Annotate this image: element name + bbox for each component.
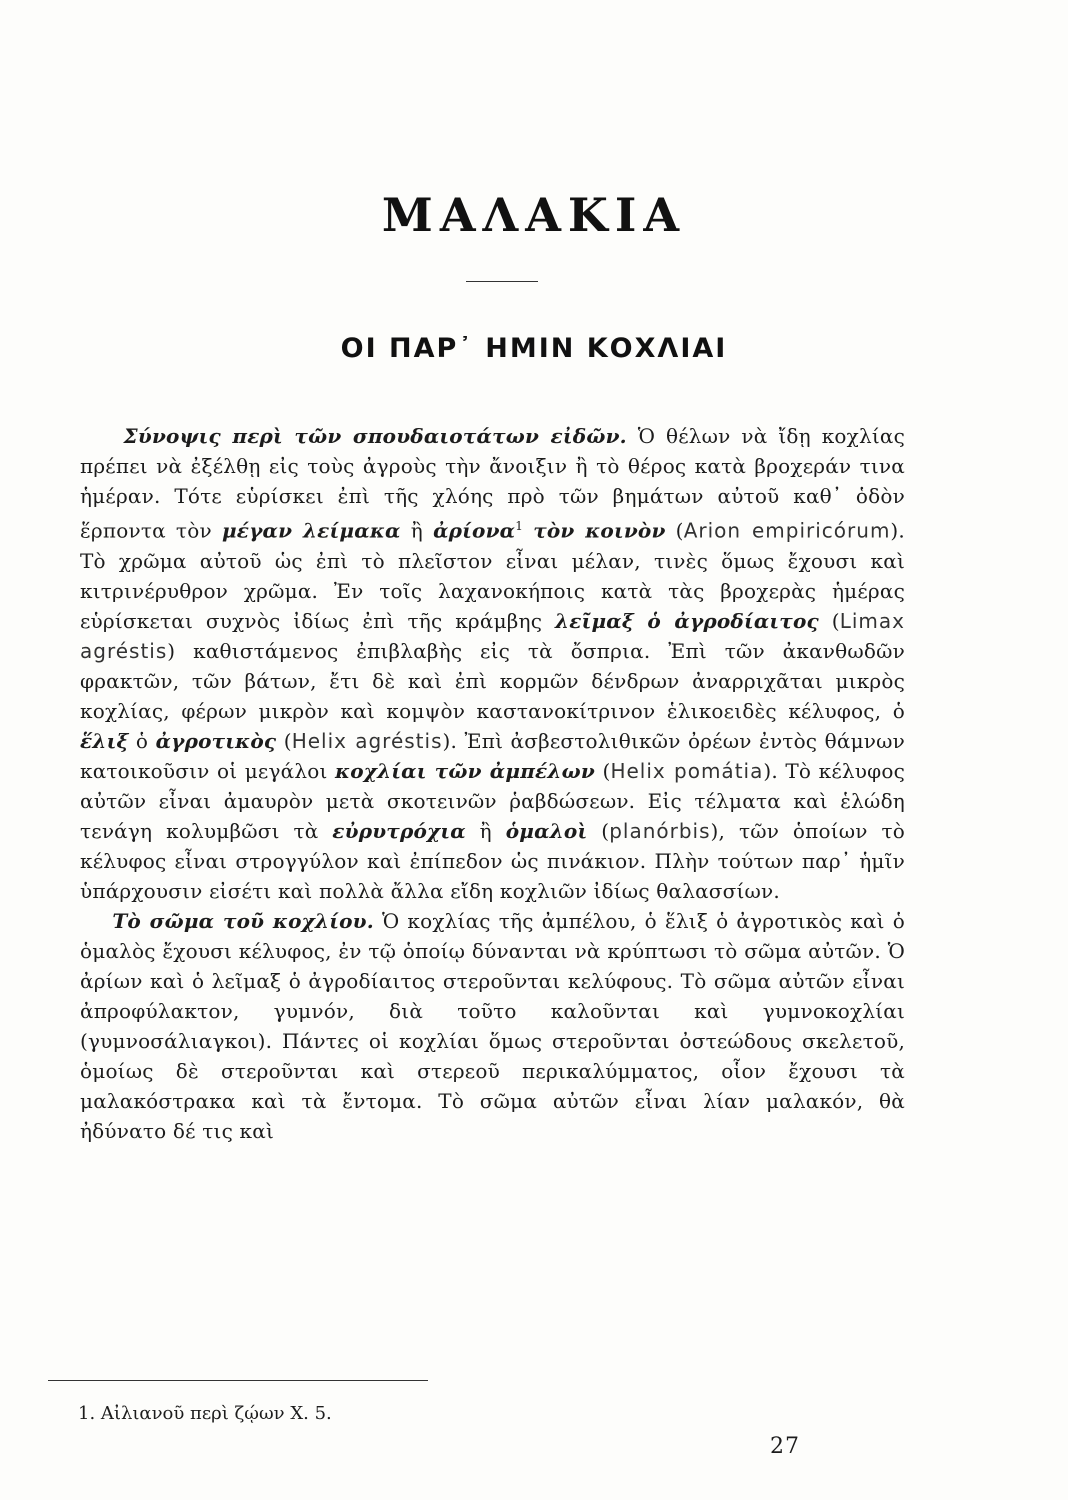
- text-run: ἢ: [400, 518, 434, 543]
- species-term: ἕλιξ: [80, 728, 129, 753]
- footnote-divider: [48, 1380, 428, 1381]
- latin-name: Helix pomátia: [610, 758, 764, 783]
- text-run: ). Ἐπὶ ἀσβεστολιθικῶν ὀρέων ἐντὸς θάμνων κατοικοῦσιν οἱ μεγάλοι: [80, 728, 905, 783]
- chapter-title: ΜΑΛΑΚΙΑ: [381, 188, 687, 242]
- paragraph-1: [80, 421, 905, 906]
- text-run: Ὁ κοχλίας τῆς ἀμπέλου, ὁ ἕλιξ ὁ ἀγροτικὸς καὶ ὁ ὁμαλὸς ἔχουσι κέλυφος, ἐν τῷ ὁποίῳ δύνανται νὰ κρύπτωσι τὸ σῶμα αὐτῶν. Ὁ ἀρίων καὶ ὁ λεῖμαξ ὁ ἀγροδίαιτος στεροῦνται κελύφους. Τὸ σῶμα αὐτῶν εἶναι ἀπροφύλακτον, γυμνόν, διὰ τοῦτο καλοῦνται καὶ γυμνοκοχλίαι (γυμνοσάλιαγκοι). Πάντες οἱ κοχλίαι ὅμως στεροῦνται ὀστεώδους σκελετοῦ, ὁμοίως δὲ στεροῦνται καὶ στερεοῦ περικαλύμματος, οἷον ἔχουσι τὰ μαλακόστρακα καὶ τὰ ἔντομα. Τὸ σῶμα αὐτῶν εἶναι λίαν μαλακόν, θὰ ἠδύνατο δέ τις καὶ: [80, 908, 905, 1143]
- section-subtitle: ΟΙ ΠΑΡ᾽ ΗΜΙΝ ΚΟΧΛΙΑΙ: [340, 333, 728, 364]
- latin-name: Arion empiricórum: [683, 518, 891, 543]
- title-divider: [466, 281, 538, 282]
- footnote-text: Αἰλιανοῦ περὶ ζῴων Χ. 5.: [95, 1403, 332, 1424]
- species-term: εὐρυτρόχια: [332, 818, 466, 843]
- text-run: ). Τὸ χρῶμα αὐτοῦ ὡς ἐπὶ τὸ πλεῖστον εἶναι μέλαν, τινὲς ὅμως ἔχουσι καὶ κιτρινέρυθρον χρῶμα. Ἐν τοῖς λαχανοκήποις κατὰ τὰς βροχερὰς ἡμέρας εὑρίσκεται συχνὸς ἰδίως ἐπὶ τῆς κράμβης: [80, 518, 905, 633]
- text-run: ἢ: [465, 818, 506, 843]
- species-term: λεῖμαξ ὁ ἀγροδίαιτος: [554, 608, 819, 633]
- paragraph-heading: Σύνοψις περὶ τῶν σπουδαιοτάτων εἰδῶν.: [123, 424, 627, 448]
- paragraph-heading: Τὸ σῶμα τοῦ κοχλίου.: [112, 908, 374, 933]
- species-term: ἀρίονα: [433, 518, 516, 543]
- text-run: ), τῶν ὁποίων τὸ κέλυφος εἶναι στρογγύλον καὶ ἐπίπεδον ὡς πινάκιον. Πλὴν τούτων παρ᾽ ἡμῖν ὑπάρχουσιν εἰσέτι καὶ πολλὰ ἄλλα εἴδη κοχλιῶν ἰδίως θαλασσίων.: [80, 818, 906, 903]
- species-term: ὁμαλοὶ: [505, 818, 588, 843]
- text-run: (: [665, 518, 684, 543]
- latin-name: planórbis: [609, 818, 711, 843]
- latin-name: Limax agréstis: [80, 608, 906, 663]
- species-term: ἀγροτικὸς: [155, 728, 277, 753]
- text-run: (: [818, 608, 840, 633]
- text-run: (: [276, 728, 292, 753]
- footnote: [78, 1402, 332, 1426]
- text-run: Ὁ θέλων νὰ ἴδῃ κοχλίας πρέπει νὰ ἐξέλθῃ εἰς τοὺς ἀγροὺς τὴν ἄνοιξιν ἢ τὸ θέρος κατὰ βροχεράν τινα ἡμέραν. Τότε εὑρίσκει ἐπὶ τῆς χλόης πρὸ τῶν βημάτων αὐτοῦ καθ᾽ ὁδὸν ἕρποντα τὸν: [80, 424, 905, 543]
- text-run: (: [594, 758, 611, 783]
- page-number: 27: [770, 1434, 800, 1459]
- latin-name: Helix agréstis: [291, 728, 443, 753]
- text-run: ). Τὸ κέλυφος αὐτῶν εἶναι ἀμαυρὸν μετὰ σκοτεινῶν ῥαβδώσεων. Εἰς τέλματα καὶ ἑλώδη τενάγη κολυμβῶσι τὰ: [80, 758, 905, 843]
- text-run: [523, 519, 533, 543]
- footnote-mark: 1.: [78, 1403, 96, 1424]
- species-term: μέγαν λείμακα: [221, 518, 401, 543]
- text-run: ) καθιστάμενος ἐπιβλαβὴς εἰς τὰ ὄσπρια. Ἐπὶ τῶν ἀκανθωδῶν φρακτῶν, τῶν βάτων, ἔτι δὲ καὶ ἐπὶ κορμῶν δένδρων ἀναρριχᾶται μικρὸς κοχλίας, φέρων μικρὸν καὶ κομψὸν καστανοκίτρινον ἑλικοειδὲς κέλυφος, ὁ: [80, 638, 905, 723]
- text-run: ὁ: [128, 728, 156, 753]
- paragraph-2: [80, 906, 905, 1146]
- text-run: (: [587, 818, 610, 843]
- species-term: τὸν κοινὸν: [533, 518, 666, 543]
- footnote-reference: 1: [515, 519, 524, 533]
- body-text: [80, 421, 905, 1146]
- species-term: κοχλίαι τῶν ἀμπέλων: [335, 758, 595, 783]
